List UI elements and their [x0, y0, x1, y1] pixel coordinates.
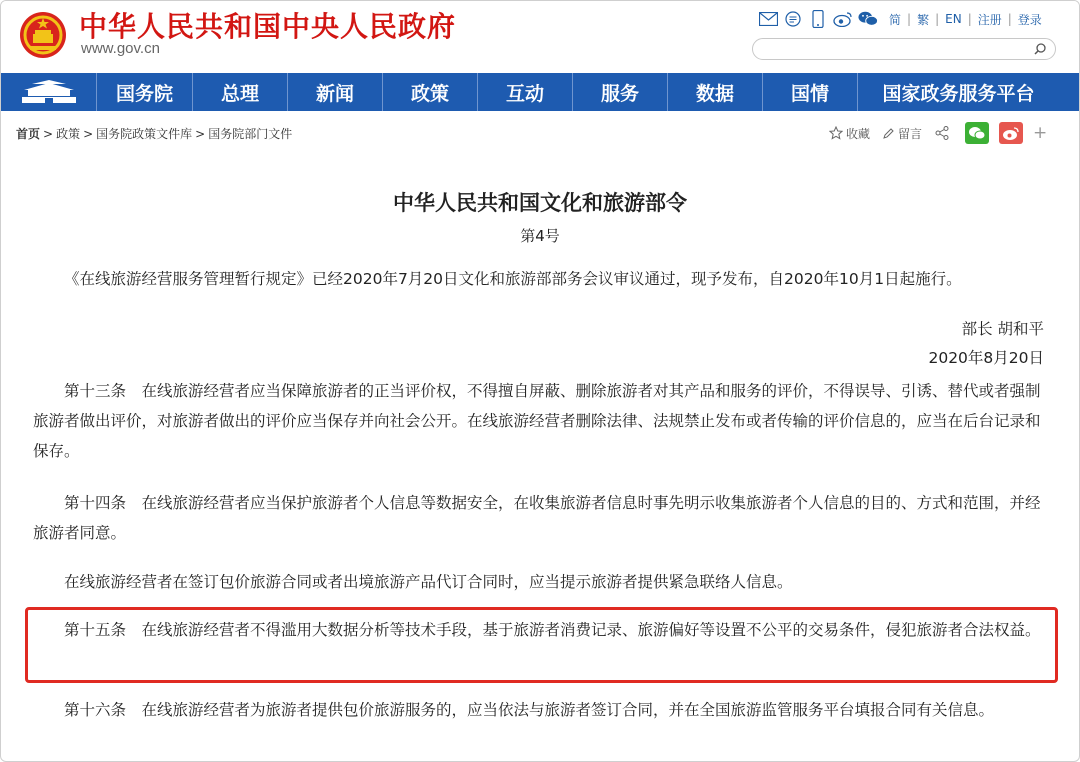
breadcrumb-sep: >: [195, 127, 206, 141]
article-para-16: 第十六条 在线旅游经营者为旅游者提供包价旅游服务的，应当依法与旅游者签订合同，并在全国旅游监管服务平台填报合同有关信息。: [64, 701, 995, 719]
breadcrumb-sep: >: [83, 127, 94, 141]
lang-traditional-link[interactable]: 繁: [917, 12, 930, 27]
login-link[interactable]: 登录: [1017, 12, 1042, 27]
favorite-label: 收藏: [846, 126, 871, 141]
search-box: [752, 38, 1056, 60]
tiananmen-logo-icon[interactable]: [1, 73, 97, 111]
comment-button[interactable]: [882, 125, 922, 142]
nav-item-service-platform[interactable]: 国家政务服务平台: [882, 82, 1035, 105]
breadcrumb-home[interactable]: 首页: [16, 127, 41, 141]
article-number: 第4号: [520, 227, 560, 245]
main-nav: [1, 73, 1079, 111]
weibo-icon: [1002, 126, 1020, 141]
site-domain[interactable]: www.gov.cn: [81, 40, 160, 57]
lang-english-link[interactable]: EN: [945, 12, 962, 26]
breadcrumb-department-docs[interactable]: 国务院部门文件: [208, 127, 293, 141]
national-emblem-icon[interactable]: [18, 10, 68, 60]
nav-item-interaction[interactable]: 互动: [478, 73, 573, 111]
article-actions: [829, 122, 1047, 144]
mobile-icon[interactable]: [808, 10, 828, 28]
site-title[interactable]: 中华人民共和国中央人民政府: [79, 10, 457, 43]
article-signer: 部长 胡和平: [961, 320, 1044, 338]
separator: |: [967, 12, 972, 26]
message-icon[interactable]: [783, 10, 803, 28]
article-intro: 《在线旅游经营服务管理暂行规定》已经2020年7月20日文化和旅游部部务会议审议通过，现予发布，自2020年10月1日起施行。: [64, 270, 962, 288]
lang-links: [889, 11, 1042, 28]
article-para-14b: 在线旅游经营者在签订包价旅游合同或者出境旅游产品代订合同时，应当提示旅游者提供紧急联络人信息。: [64, 573, 793, 591]
search-icon[interactable]: [1033, 42, 1047, 56]
breadcrumb: [16, 125, 292, 142]
favorite-button[interactable]: [829, 125, 870, 142]
more-share-button[interactable]: +: [1033, 123, 1048, 143]
header-tools: [758, 9, 1042, 29]
share-wechat-button[interactable]: [965, 122, 989, 144]
share-button[interactable]: [934, 125, 953, 141]
article-para-14: 第十四条 在线旅游经营者应当保护旅游者个人信息等数据安全，在收集旅游者信息时事先明示收集旅游者个人信息的目的、方式和范围，并经旅游者同意。: [33, 494, 1041, 542]
separator: |: [907, 12, 912, 26]
breadcrumb-policy[interactable]: 政策: [56, 127, 81, 141]
breadcrumb-sep: >: [43, 127, 54, 141]
nav-item-services[interactable]: 服务: [573, 73, 668, 111]
weibo-icon[interactable]: [833, 10, 853, 28]
nav-item-data[interactable]: 数据: [668, 73, 763, 111]
breadcrumb-policy-library[interactable]: 国务院政策文件库: [96, 127, 193, 141]
nav-item-news[interactable]: 新闻: [288, 73, 383, 111]
share-icon: [934, 125, 950, 141]
nav-item-state-council[interactable]: 国务院: [97, 73, 193, 111]
article-para-13: 第十三条 在线旅游经营者应当保障旅游者的正当评价权，不得擅自屏蔽、删除旅游者对其产品和服务的评价，不得误导、引诱、替代或者强制旅游者做出评价，对旅游者做出的评价应当保存并向社会公开。在线旅游经营者删除法律、法规禁止发布或者传输的评价信息的，应当在后台记录和保存。: [33, 382, 1041, 460]
search-input[interactable]: [763, 41, 1023, 57]
site-header: [1, 1, 1079, 73]
lang-simplified-link[interactable]: 简: [889, 12, 902, 27]
mail-icon[interactable]: [758, 10, 778, 28]
article-title: 中华人民共和国文化和旅游部令: [393, 191, 687, 215]
nav-item-policy[interactable]: 政策: [383, 73, 478, 111]
article-para-15: 第十五条 在线旅游经营者不得滥用大数据分析等技术手段，基于旅游者消费记录、旅游偏好等设置不公平的交易条件，侵犯旅游者合法权益。: [64, 621, 1041, 639]
register-link[interactable]: 注册: [977, 12, 1002, 27]
pencil-icon: [882, 127, 895, 140]
article-date: 2020年8月20日: [928, 349, 1044, 367]
share-weibo-button[interactable]: [999, 122, 1023, 144]
star-icon: [829, 126, 843, 140]
separator: |: [935, 12, 940, 26]
nav-item-national-info[interactable]: 国情: [763, 73, 858, 111]
wechat-icon[interactable]: [858, 10, 878, 28]
highlight-box: [25, 607, 1058, 683]
nav-item-premier[interactable]: 总理: [193, 73, 288, 111]
wechat-icon: [968, 126, 986, 141]
separator: |: [1007, 12, 1012, 26]
comment-label: 留言: [898, 126, 923, 141]
